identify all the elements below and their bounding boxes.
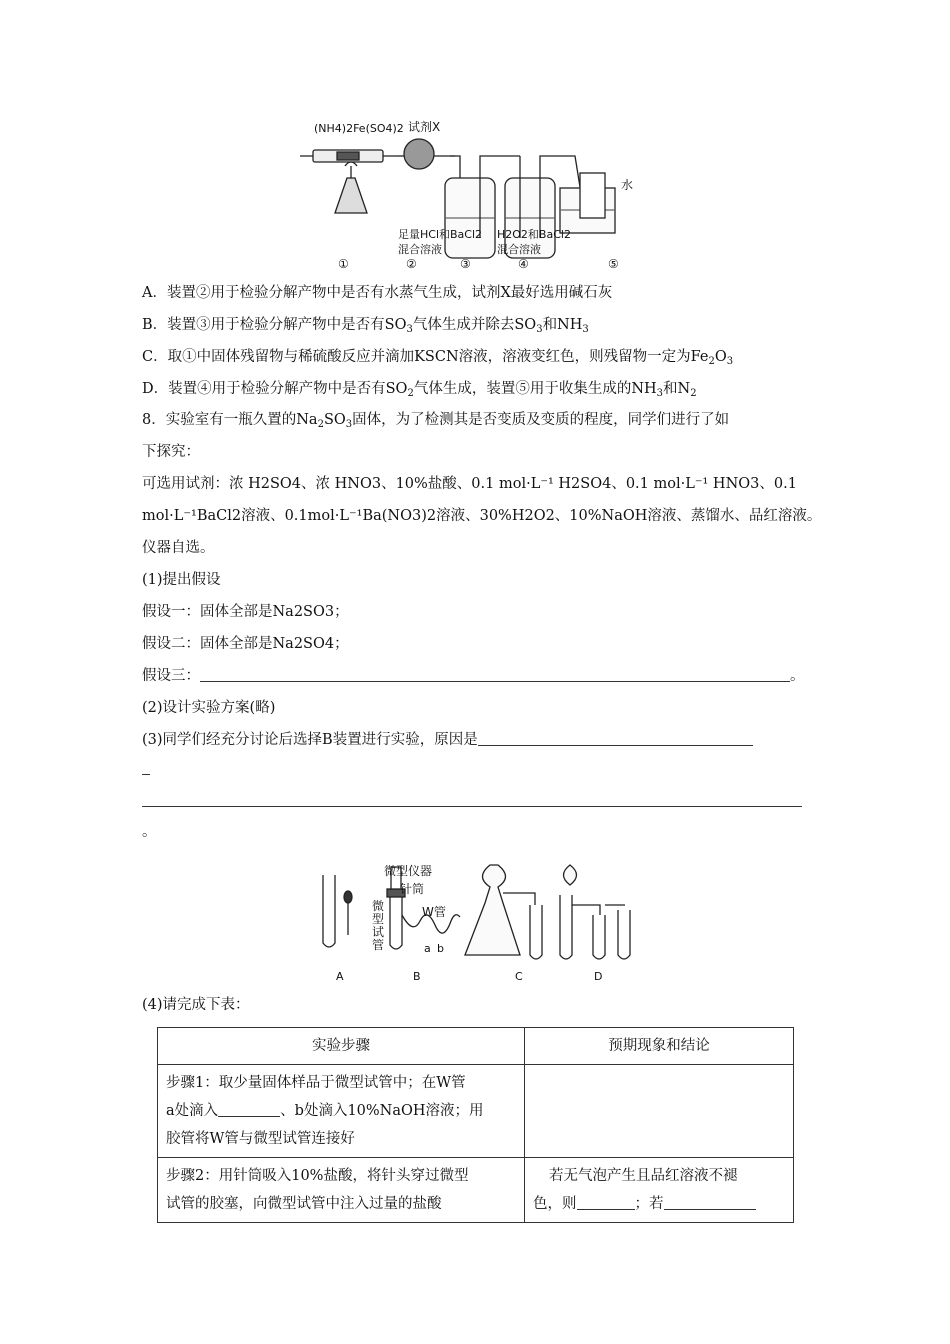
part2-title: (2)设计实验方案(略) — [142, 700, 276, 716]
syringe-label: 针筒 — [400, 882, 425, 896]
result2-cell: 若无气泡产生且品红溶液不褪 色，则 ；若 — [525, 1158, 794, 1223]
part3-question: (3)同学们经充分讨论后选择B装置进行实验，原因是 — [142, 730, 753, 750]
hypothesis-2: 假设二：固体全部是Na2SO4； — [142, 636, 349, 652]
solution3-line2: 混合溶液 — [398, 243, 442, 256]
num-4: ④ — [518, 257, 529, 271]
option-b: B．装置③用于检验分解产物中是否有$SO_3$气体生成并除去$SO_3$和$NH_3$ — [142, 317, 589, 335]
reagent-label: (NH4)2Fe(SO4)2 — [314, 122, 404, 135]
option-d: D．装置④用于检验分解产物中是否有$SO_2$气体生成，装置⑤用于收集生成的$NH_3$和$N_2$ — [142, 381, 697, 399]
num-3: ③ — [460, 257, 471, 271]
part4-title: (4)请完成下表： — [142, 997, 250, 1013]
q8-line2: 下探究： — [142, 444, 200, 460]
step1-blank[interactable] — [218, 1102, 280, 1117]
micro-instrument-label: 微型仪器 — [384, 864, 433, 878]
option-a: A．装置②用于检验分解产物中是否有水蒸气生成，试剂X最好选用碱石灰 — [142, 285, 613, 301]
micro-tube-label: 微型试管 — [372, 899, 385, 952]
hypothesis-3-blank[interactable] — [200, 667, 790, 682]
num-1: ① — [338, 257, 349, 271]
part3-end: 。 — [142, 824, 157, 840]
result2-blank-2[interactable] — [664, 1195, 756, 1210]
instruments-line: 仪器自选。 — [142, 540, 215, 556]
result1-cell[interactable] — [525, 1065, 794, 1158]
part1-title: (1)提出假设 — [142, 572, 221, 588]
hypothesis-3: 假设三： 。 — [142, 668, 805, 684]
header-results: 预期现象和结论 — [525, 1028, 794, 1065]
reason-blank-2[interactable] — [142, 760, 150, 775]
label-b: B — [413, 970, 421, 983]
step1-cell: 步骤1：取少量固体样品于微型试管中；在W管 a处滴入 、b处滴入10%NaOH溶液；用 胶管将W管与微型试管连接好 — [158, 1065, 525, 1158]
reagent-x-label: 试剂X — [408, 120, 441, 134]
apparatus-figure-2 — [315, 855, 645, 975]
reagents-line2: mol·L⁻¹BaCl2溶液、0.1mol·L⁻¹Ba(NO3)2溶液、30%H2O2、10%NaOH溶液、蒸馏水、品红溶液。 — [142, 508, 822, 524]
hypothesis-1: 假设一：固体全部是Na2SO3； — [142, 604, 349, 620]
header-steps: 实验步骤 — [158, 1028, 525, 1065]
q8-line1: 8．实验室有一瓶久置的$Na_2SO_3$固体，为了检测其是否变质及变质的程度，同学们进行了如 — [142, 412, 730, 430]
solution4-line1: H2O2和BaCl2 — [497, 228, 571, 241]
reason-blank-1[interactable] — [478, 731, 753, 746]
experiment-table — [157, 1027, 794, 1223]
result2-blank-1[interactable] — [577, 1195, 635, 1210]
num-2: ② — [406, 257, 417, 271]
reason-blank-3[interactable] — [142, 792, 802, 807]
w-tube-label: W管 — [422, 905, 446, 919]
point-a-label: a — [424, 942, 431, 955]
option-c: C．取①中固体残留物与稀硫酸反应并滴加KSCN溶液，溶液变红色，则残留物一定为$Fe_2O_3$ — [142, 349, 734, 367]
label-d: D — [594, 970, 603, 983]
num-5: ⑤ — [608, 257, 619, 271]
label-a: A — [336, 970, 344, 983]
apparatus-figure-1 — [295, 118, 645, 273]
step2-cell: 步骤2：用针筒吸入10%盐酸，将针头穿过微型 试管的胶塞，向微型试管中注入过量的盐酸 — [158, 1158, 525, 1223]
label-c: C — [515, 970, 523, 983]
point-b-label: b — [437, 942, 444, 955]
solution4-line2: 混合溶液 — [497, 243, 541, 256]
reagents-line1: 可选用试剂：浓 H2SO4、浓 HNO3、10%盐酸、0.1 mol·L⁻¹ H2SO4、0.1 mol·L⁻¹ HNO3、0.1 — [142, 476, 797, 492]
solution3-line1: 足量HCl和BaCl2 — [398, 228, 483, 241]
water-label: 水 — [621, 178, 634, 192]
